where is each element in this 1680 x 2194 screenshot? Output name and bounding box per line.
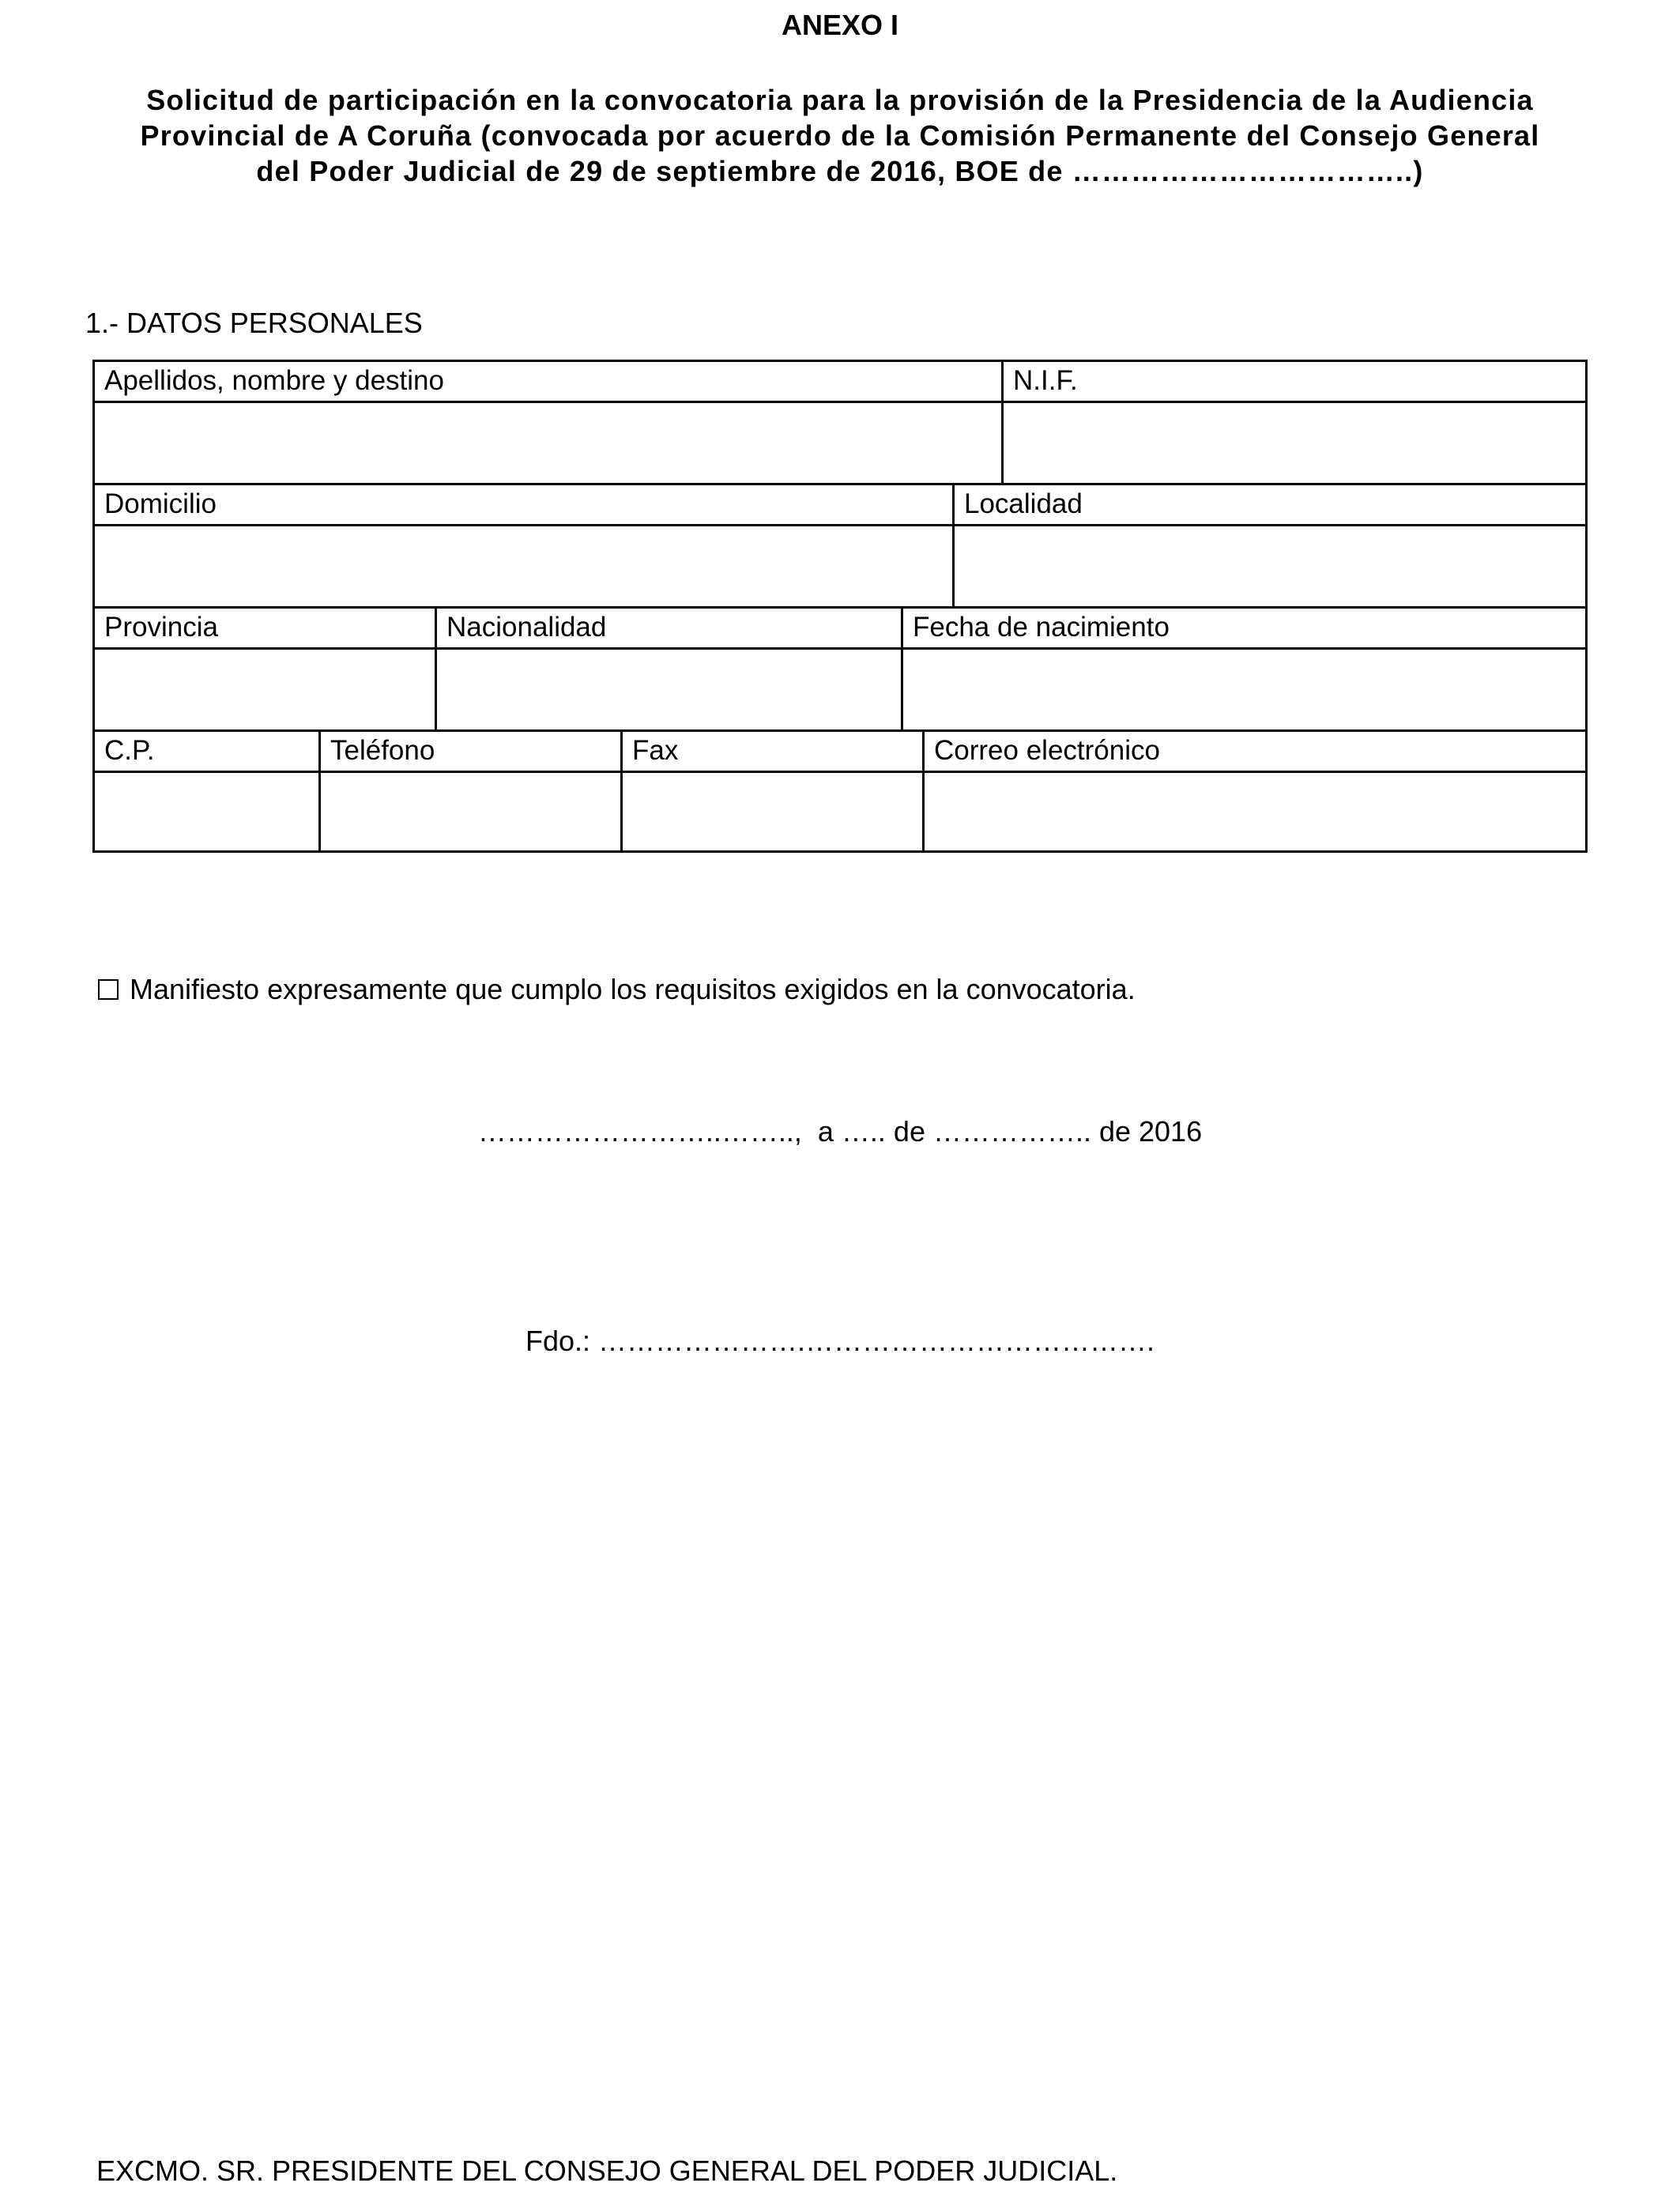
label-telefono: Teléfono — [318, 729, 620, 771]
label-nacionalidad: Nacionalidad — [435, 606, 901, 647]
form-label-row — [92, 483, 1588, 524]
label-fecha-nacimiento: Fecha de nacimiento — [901, 606, 1588, 647]
form-label-row — [92, 360, 1588, 401]
subtitle-line: Provincial de A Coruña (convocada por acuerdo de la Comisión Permanente del Consejo General — [140, 119, 1540, 152]
addressee: EXCMO. SR. PRESIDENTE DEL CONSEJO GENERAL DEL PODER JUDICIAL. — [96, 2154, 1118, 2187]
domicilio-field[interactable] — [92, 524, 952, 606]
annex-title: ANEXO I — [781, 9, 899, 41]
form-label-row — [92, 729, 1588, 771]
label-provincia: Provincia — [92, 606, 435, 647]
form-input-row — [92, 647, 1588, 729]
label-localidad: Localidad — [952, 483, 1588, 524]
fax-field[interactable] — [620, 771, 922, 853]
place-date-line: ……………………..…….., a ….. de …………….. de 2016 — [477, 1115, 1203, 1148]
nacionalidad-field[interactable] — [435, 647, 901, 729]
cp-field[interactable] — [92, 771, 318, 853]
label-correo: Correo electrónico — [922, 729, 1588, 771]
apellidos-field[interactable] — [92, 401, 1001, 483]
telefono-field[interactable] — [318, 771, 620, 853]
localidad-field[interactable] — [952, 524, 1588, 606]
signature-line: Fdo.: ………………….………………………………. — [525, 1325, 1155, 1357]
form-input-row — [92, 771, 1588, 853]
form-label-row — [92, 606, 1588, 647]
subtitle-line: Solicitud de participación en la convocatoria para la provisión de la Presidencia de la Audiencia — [146, 84, 1534, 116]
section-heading-personal-data: 1.- DATOS PERSONALES — [85, 307, 423, 339]
provincia-field[interactable] — [92, 647, 435, 729]
form-input-row — [92, 401, 1588, 483]
fecha-nacimiento-field[interactable] — [901, 647, 1588, 729]
declaration-text: Manifiesto expresamente que cumplo los requisitos exigidos en la convocatoria. — [130, 973, 1136, 1005]
label-cp: C.P. — [92, 729, 318, 771]
document-subtitle — [103, 82, 1577, 189]
requirements-checkbox[interactable] — [98, 979, 119, 1000]
form-input-row — [92, 524, 1588, 606]
correo-field[interactable] — [922, 771, 1588, 853]
subtitle-line: del Poder Judicial de 29 de septiembre de 2016, BOE de ……………………………..) — [256, 155, 1424, 187]
personal-data-form — [92, 360, 1588, 853]
label-domicilio: Domicilio — [92, 483, 952, 524]
label-nif: N.I.F. — [1001, 360, 1588, 401]
label-apellidos: Apellidos, nombre y destino — [92, 360, 1001, 401]
requirements-declaration — [98, 971, 1136, 1008]
nif-field[interactable] — [1001, 401, 1588, 483]
label-fax: Fax — [620, 729, 922, 771]
